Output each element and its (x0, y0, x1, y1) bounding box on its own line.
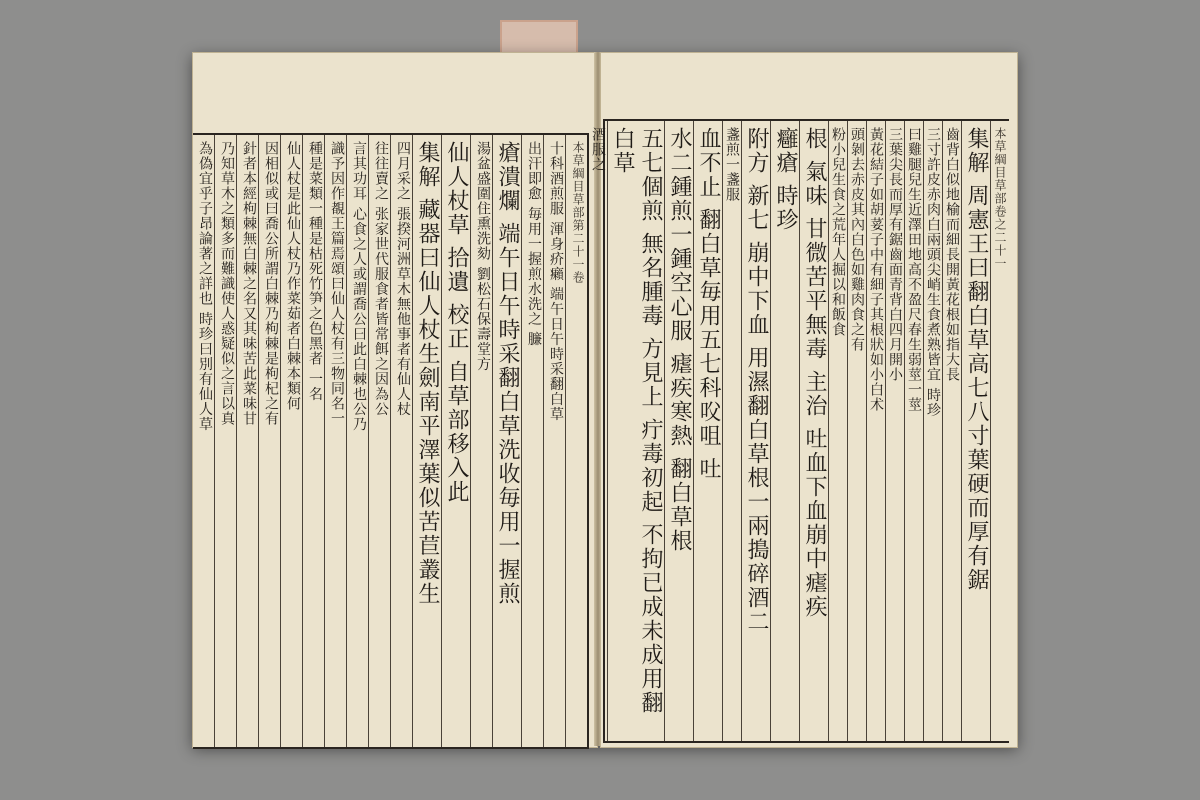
left-text-column: 本草綱目草部第二十一卷 (565, 135, 587, 747)
left-text-column: 瘡潰爛 端午日午時采翻白草洗收毎用一握煎 (492, 135, 521, 747)
right-text-column: 曰雞腿兒生近澤田地高不盈尺春生弱莖一莖 (904, 121, 923, 741)
left-text-column: 仙人杖是此仙人杖乃作菜茹者白棘本類何 (280, 135, 302, 747)
left-text-column: 言其功耳 心食之人或謂喬公曰此白棘也公乃 (346, 135, 368, 747)
right-text-column: 血不止 翻白草毎用五七科㕮咀 吐 (693, 121, 722, 741)
left-text-column: 四月采之 張揆河洲草木無他事者有仙人杖 (390, 135, 412, 747)
left-columns (193, 135, 587, 747)
left-text-column: 識予因作覩王篇焉頌曰仙人杖有三物同名一 (324, 135, 346, 747)
right-text-frame (590, 119, 1009, 743)
left-text-column: 為偽宜乎子昂論著之詳也 時珍曰別有仙人草 (197, 141, 213, 432)
right-text-column: 齒背白似地榆而細長開黃花根如指大長 (942, 121, 961, 741)
right-text-column: 粉小兒生食之荒年人掘以和飯食 (828, 121, 847, 741)
right-text-column: 三葉尖長而厚有鋸齒面青背白四月開小 (885, 121, 904, 741)
right-text-column: 三寸許皮赤肉白兩頭尖峭生食煮熟皆宜 時珍 (923, 121, 942, 741)
left-text-column: 出汗即愈 毎用一握煎水洗之 臁 (521, 135, 543, 747)
right-text-column: 五七個煎 無名腫毒 方見上 疔毒初起 不拘已成未成用翻白草 (607, 121, 664, 741)
left-text-column: 仙人杖草 拾遺 校正 自草部移入此 (441, 135, 470, 747)
left-text-column: 種是菜類一種是枯死竹笋之色黑者 一名 (302, 135, 324, 747)
right-text-column: 集解 周憲王曰翻白草高七八寸葉硬而厚有鋸 (961, 121, 990, 741)
open-book (192, 52, 1018, 746)
left-page (192, 52, 598, 748)
right-text-column: 根 氣味 甘微苦平無毒 主治 吐血下血崩中瘧疾 (799, 121, 828, 741)
left-text-frame (193, 133, 589, 749)
right-text-column: 盞煎一盞服 (722, 121, 741, 741)
right-columns (590, 121, 1009, 741)
right-text-column: 本草綱目草部卷之二十一 (990, 121, 1009, 741)
right-text-column: 酒服之 (590, 127, 606, 172)
left-text-column: 往往賣之 张家世代服食者皆常餌之因為公 (368, 135, 390, 747)
left-text-column: 乃知草木之類多而難識使人惑疑似之言以真 (214, 135, 236, 747)
right-page (590, 52, 1018, 748)
right-text-column: 附方 新七 崩中下血 用濕翻白草根一兩搗碎酒二 (741, 121, 770, 741)
right-text-column: 黃花結子如胡荽子中有細子其根狀如小白术 (866, 121, 885, 741)
right-text-column: 水二鍾煎一鍾空心服 瘧疾寒熱 翻白草根 (664, 121, 693, 741)
right-text-column: 頭剝去赤皮其內白色如雞肉食之有 (847, 121, 866, 741)
left-text-column: 針者本經枸棘無白棘之名又其味苦此菜味甘 (236, 135, 258, 747)
left-text-column: 十科酒煎服 渾身疥癩 端午日午時采翻白草 (543, 135, 565, 747)
left-text-column: 集解 藏器曰仙人杖生劍南平澤葉似苦苣叢生 (412, 135, 441, 747)
right-text-column: 癰瘡 時珍 (770, 121, 799, 741)
left-text-column: 因相似或曰喬公所謂白棘乃枸棘是枸杞之有 (258, 135, 280, 747)
left-text-column: 湯盆盛圍住熏洗劾 劉松石保壽堂方 (470, 135, 492, 747)
